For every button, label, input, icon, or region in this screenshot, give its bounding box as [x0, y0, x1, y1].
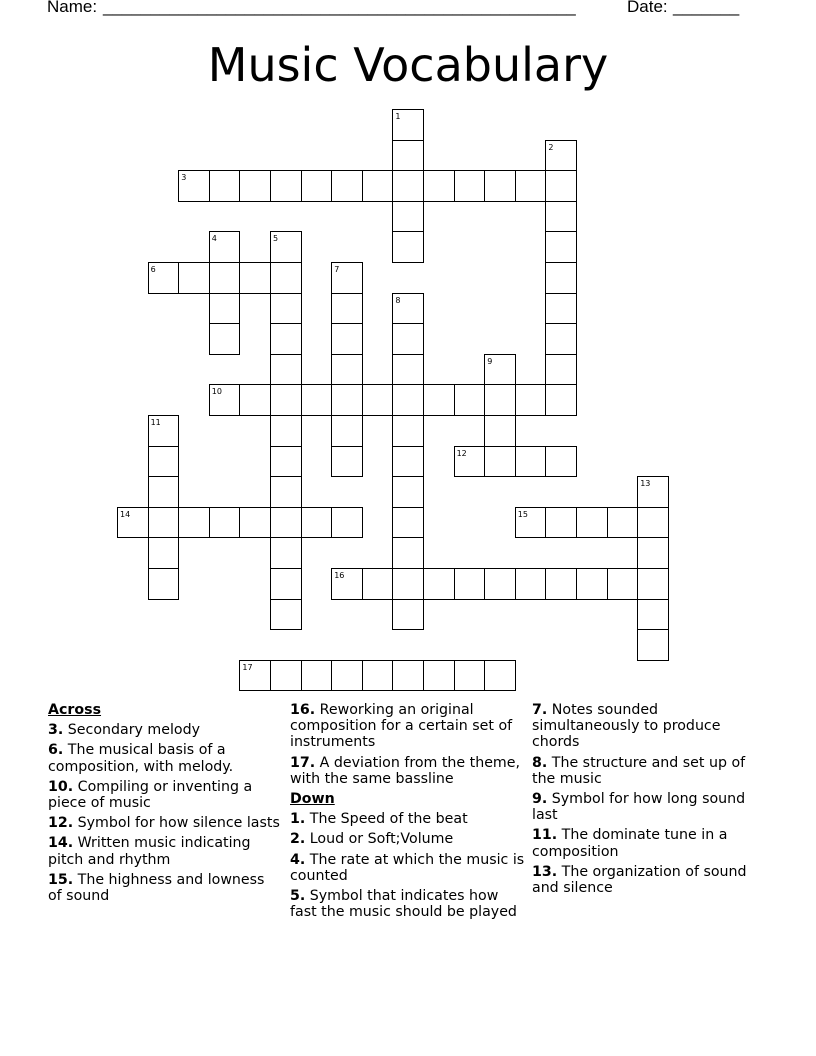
grid-cell[interactable]	[270, 476, 302, 508]
grid-cell[interactable]	[545, 446, 577, 478]
grid-cell[interactable]	[545, 293, 577, 325]
grid-cell[interactable]	[484, 568, 516, 600]
grid-cell[interactable]	[148, 507, 180, 539]
clue-down-8: 8. The structure and set up of the music	[532, 754, 746, 787]
grid-cell[interactable]	[515, 446, 547, 478]
grid-cell[interactable]	[392, 599, 424, 631]
clue-across-14: 14. Written music indicating pitch and rhythm	[48, 835, 251, 868]
grid-cell[interactable]	[392, 170, 424, 202]
clue-down-9: 9. Symbol for how long sound last	[532, 791, 746, 824]
clue-number: 2	[548, 142, 554, 152]
clue-number: 15	[517, 509, 528, 519]
clue-number: 8	[395, 295, 401, 305]
grid-cell[interactable]	[148, 568, 180, 600]
clue-number: 16	[334, 571, 345, 580]
grid-cell[interactable]	[484, 660, 516, 692]
grid-cell[interactable]	[331, 323, 363, 355]
grid-cell[interactable]	[515, 568, 547, 600]
grid-cell[interactable]	[148, 446, 180, 478]
clue-number: 7	[334, 265, 340, 274]
grid-cell[interactable]	[637, 629, 669, 661]
grid-cell[interactable]	[545, 323, 577, 355]
grid-cell[interactable]	[362, 660, 394, 692]
grid-cell[interactable]	[270, 415, 302, 447]
grid-cell[interactable]	[362, 384, 394, 416]
grid-cell[interactable]	[392, 384, 424, 416]
grid-cell[interactable]	[239, 507, 271, 539]
clue-across-6: 6. The musical basis of a composition, with melody.	[48, 742, 234, 775]
grid-cell[interactable]	[423, 384, 455, 416]
grid-cell[interactable]	[209, 293, 241, 325]
grid-cell[interactable]	[484, 446, 516, 478]
grid-cell[interactable]	[209, 170, 241, 202]
grid-cell[interactable]	[239, 170, 271, 202]
grid-cell[interactable]	[209, 262, 241, 294]
grid-cell[interactable]	[148, 537, 180, 569]
grid-cell[interactable]	[637, 568, 669, 600]
grid-cell[interactable]	[545, 201, 577, 233]
grid-cell[interactable]	[454, 384, 486, 416]
grid-cell[interactable]	[209, 323, 241, 355]
clue-number: 5	[273, 234, 279, 244]
grid-cell[interactable]	[270, 262, 302, 294]
grid-cell[interactable]	[607, 568, 639, 600]
clue-number: 3	[181, 173, 187, 183]
grid-cell[interactable]	[545, 568, 577, 600]
grid-cell[interactable]	[607, 507, 639, 539]
clue-number: 10	[211, 387, 222, 397]
clue-number: 9	[487, 356, 493, 366]
clue-number: 14	[120, 509, 131, 519]
clue-across-16: 16. Reworking an original composition for a certain set of instruments	[290, 702, 513, 751]
grid-cell[interactable]	[484, 170, 516, 202]
grid-cell[interactable]	[331, 170, 363, 202]
grid-cell[interactable]	[515, 384, 547, 416]
grid-cell[interactable]	[484, 384, 516, 416]
grid-cell[interactable]	[331, 415, 363, 447]
grid-cell[interactable]	[392, 323, 424, 355]
clue-down-1: 1. The Speed of the beat	[290, 811, 468, 828]
grid-cell[interactable]	[545, 384, 577, 416]
grid-cell[interactable]	[178, 262, 210, 294]
grid-cell[interactable]	[148, 476, 180, 508]
clue-down-2: 2. Loud or Soft;Volume	[290, 831, 454, 848]
grid-cell[interactable]	[239, 384, 271, 416]
grid-cell[interactable]	[545, 354, 577, 386]
clue-across-12: 12. Symbol for how silence lasts	[48, 815, 280, 832]
grid-cell[interactable]	[423, 568, 455, 600]
clue-number: 17	[242, 662, 253, 672]
clue-down-5: 5. Symbol that indicates how fast the music should be played	[290, 888, 517, 921]
grid-cell[interactable]	[209, 507, 241, 539]
grid-cell[interactable]	[270, 599, 302, 631]
clue-number: 4	[211, 234, 217, 244]
name-label: Name:	[47, 0, 98, 16]
grid-cell[interactable]	[392, 446, 424, 478]
grid-cell[interactable]	[270, 446, 302, 478]
grid-cell[interactable]	[301, 170, 333, 202]
grid-cell[interactable]	[392, 507, 424, 539]
grid-cell[interactable]	[392, 140, 424, 172]
grid-cell[interactable]	[392, 568, 424, 600]
clue-number: 1	[395, 112, 401, 121]
grid-cell[interactable]	[545, 507, 577, 539]
grid-cell[interactable]	[392, 201, 424, 233]
grid-cell[interactable]	[576, 507, 608, 539]
grid-cell[interactable]	[362, 568, 394, 600]
grid-cell[interactable]	[270, 323, 302, 355]
grid-cell[interactable]	[545, 262, 577, 294]
grid-cell[interactable]	[637, 599, 669, 631]
grid-cell[interactable]	[331, 660, 363, 692]
grid-cell[interactable]	[637, 507, 669, 539]
grid-cell[interactable]	[331, 446, 363, 478]
grid-cell[interactable]	[270, 293, 302, 325]
clue-across-10: 10. Compiling or inventing a piece of music	[48, 778, 253, 812]
grid-cell[interactable]	[331, 293, 363, 325]
grid-cell[interactable]	[454, 170, 486, 202]
grid-cell[interactable]	[270, 537, 302, 569]
clue-across-3: 3. Secondary melody	[48, 722, 200, 739]
grid-cell[interactable]	[362, 170, 394, 202]
grid-cell[interactable]	[454, 660, 486, 692]
across-heading: Across	[48, 702, 102, 718]
grid-cell[interactable]	[301, 660, 333, 692]
clue-down-4: 4. The rate at which the music is counted	[290, 851, 525, 884]
clues-column-1	[48, 702, 280, 908]
grid-cell[interactable]	[392, 415, 424, 447]
grid-cell[interactable]	[392, 476, 424, 508]
grid-cell[interactable]	[331, 354, 363, 386]
grid-cell[interactable]	[576, 568, 608, 600]
grid-cell[interactable]	[270, 507, 302, 539]
page-title: Music Vocabulary	[207, 38, 609, 92]
grid-cell[interactable]	[270, 354, 302, 386]
grid-cell[interactable]	[423, 170, 455, 202]
down-heading: Down	[290, 791, 335, 808]
grid-cell[interactable]	[301, 384, 333, 416]
date-line: _______	[673, 0, 740, 16]
grid-cell[interactable]	[454, 568, 486, 600]
grid-cell[interactable]	[270, 568, 302, 600]
grid-cell[interactable]	[239, 262, 271, 294]
grid-cell[interactable]	[392, 231, 424, 263]
clues-column-3	[532, 702, 768, 900]
grid-cell[interactable]	[270, 170, 302, 202]
clue-down-7: 7. Notes sounded simultaneously to produce chords	[532, 702, 721, 751]
grid-cell[interactable]	[423, 660, 455, 692]
grid-cell[interactable]	[545, 170, 577, 202]
clue-number: 6	[150, 265, 156, 274]
grid-cell[interactable]	[270, 660, 302, 692]
grid-cell[interactable]	[270, 384, 302, 416]
clue-across-17: 17. A deviation from the theme, with the same bassline	[290, 754, 520, 787]
grid-cell[interactable]	[392, 537, 424, 569]
clue-down-13: 13. The organization of sound and silence	[532, 863, 747, 897]
grid-cell[interactable]	[484, 415, 516, 447]
grid-cell[interactable]	[392, 354, 424, 386]
clue-number: 11	[150, 418, 161, 427]
clue-number: 13	[640, 479, 651, 489]
grid-cell[interactable]	[515, 170, 547, 202]
grid-cell[interactable]	[301, 507, 333, 539]
clue-down-11: 11. The dominate tune in a composition	[532, 827, 728, 860]
clue-across-15: 15. The highness and lowness of sound	[48, 871, 265, 905]
grid-cell[interactable]	[545, 231, 577, 263]
grid-cell[interactable]	[331, 507, 363, 539]
grid-cell[interactable]	[392, 660, 424, 692]
clue-number: 12	[456, 448, 467, 458]
date-label: Date:	[627, 0, 668, 16]
grid-cell[interactable]	[178, 507, 210, 539]
name-line: __________________________________________________	[103, 0, 576, 16]
grid-cell[interactable]	[637, 537, 669, 569]
grid-cell[interactable]	[331, 384, 363, 416]
clues-column-2	[290, 702, 526, 924]
